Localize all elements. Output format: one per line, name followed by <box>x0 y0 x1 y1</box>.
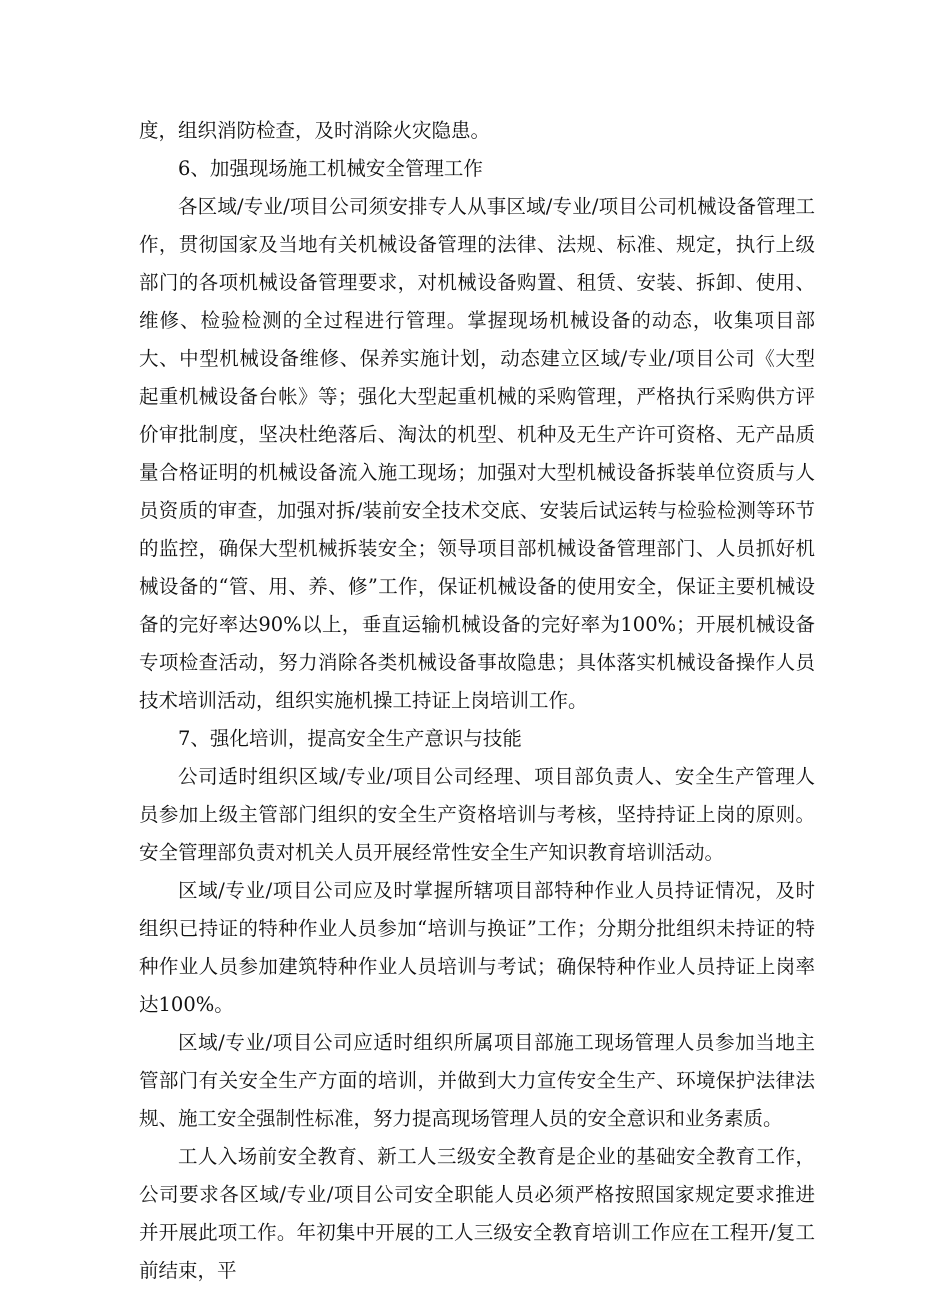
paragraph-site-managers: 区域/专业/项目公司应适时组织所属项目部施工现场管理人员参加当地主管部门有关安全生产方面的培训，并做到大力宣传安全生产、环境保护法律法规、施工安全强制性标准，努力提高现场管理人员的安全意识和业务素质。 <box>139 1031 815 1130</box>
section-heading-6: 6、加强现场施工机械安全管理工作 <box>178 157 483 180</box>
document-body <box>139 112 815 1290</box>
paragraph-worker-education: 工人入场前安全教育、新工人三级安全教育是企业的基础安全教育工作，公司要求各区域/专业/项目公司安全职能人员必须严格按照国家规定要求推进并开展此项工作。年初集中开展的工人三级安全教育培训工作应在工程开/复工前结束，平 <box>139 1145 815 1282</box>
paragraph-continuation: 度，组织消防检查，及时消除火灾隐患。 <box>139 119 491 142</box>
paragraph-training-company: 公司适时组织区域/专业/项目公司经理、项目部负责人、安全生产管理人员参加上级主管部门组织的安全生产资格培训与考核，坚持持证上岗的原则。安全管理部负责对机关人员开展经常性安全生产知识教育培训活动。 <box>139 765 815 864</box>
section-heading-7: 7、强化培训，提高安全生产意识与技能 <box>178 727 522 750</box>
paragraph-special-operators: 区域/专业/项目公司应及时掌握所辖项目部特种作业人员持证情况，及时组织已持证的特种作业人员参加“培训与换证”工作；分期分批组织未持证的特种作业人员参加建筑特种作业人员培训与考试；确保特种作业人员持证上岗率达100%。 <box>139 879 815 1016</box>
paragraph-machinery-management: 各区域/专业/项目公司须安排专人从事区域/专业/项目公司机械设备管理工作，贯彻国家及当地有关机械设备管理的法律、法规、标准、规定，执行上级部门的各项机械设备管理要求，对机械设备购置、租赁、安装、拆卸、使用、维修、检验检测的全过程进行管理。掌握现场机械设备的动态，收集项目部大、中型机械设备维修、保养实施计划，动态建立区域/专业/项目公司《大型起重机械设备台帐》等；强化大型起重机械的采购管理，严格执行采购供方评价审批制度，坚决杜绝落后、淘汰的机型、机种及无生产许可资格、无产品质量合格证明的机械设备流入施工现场；加强对大型机械设备拆装单位资质与人员资质的审查，加强对拆/装前安全技术交底、安装后试运转与检验检测等环节的监控，确保大型机械拆装安全；领导项目部机械设备管理部门、人员抓好机械设备的“管、用、养、修”工作，保证机械设备的使用安全，保证主要机械设备的完好率达90%以上，垂直运输机械设备的完好率为100%；开展机械设备专项检查活动，努力消除各类机械设备事故隐患；具体落实机械设备操作人员技术培训活动，组织实施机操工持证上岗培训工作。 <box>139 195 815 712</box>
